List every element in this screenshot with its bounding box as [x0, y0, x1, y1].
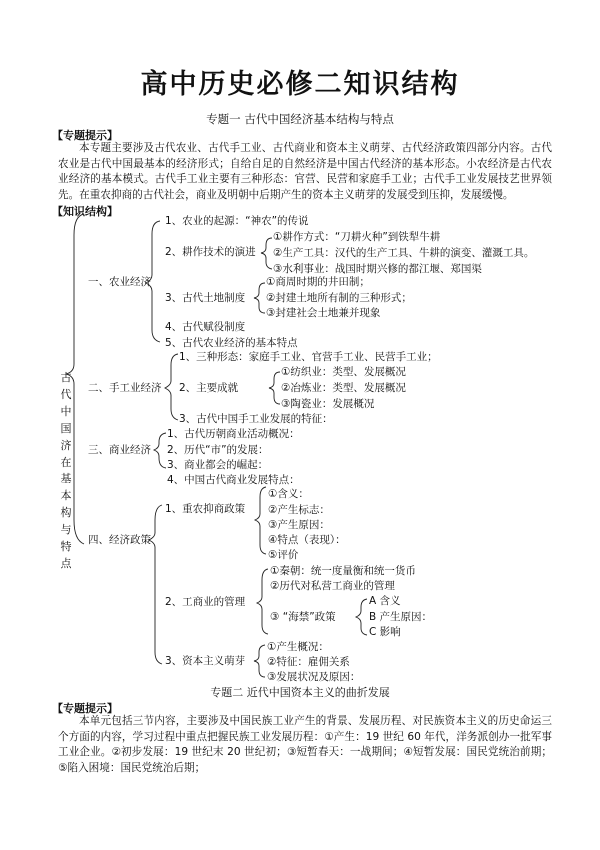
topic2-paragraph: 本单元包括三节内容，主要涉及中国民族工业产生的背景、发展历程、对民族资本主义的历史命运三个方面的内容，学习过程中重点把握民族工业发展历程：①产生：19 世纪 60 年代，洋务派创办一批军事工业企业。②初步发展：19 世纪末 20 世纪初；③短暂春天：一战期间；④短暂发展：国民党统治前期；⑤陷入困境：国民党统治后期； — [58, 715, 552, 774]
capital-item-2: ②特征：雇佣关系 — [267, 656, 350, 668]
tech-item-2: ②生产工具：汉代的生产工具、牛耕的演变、灌溉工具。 — [273, 247, 535, 259]
agri-pol-item-1: ①含义： — [268, 488, 309, 500]
page-title: 高中历史必修二知识结构 — [140, 69, 460, 100]
land-brace — [254, 283, 265, 313]
branch-craft: 二、手工业经济 — [88, 382, 162, 394]
topic1-heading: 专题一 古代中国经济基本结构与特点 — [206, 112, 394, 126]
craft-brace — [165, 354, 178, 420]
agri-item-1: 1、农业的起源：“神农”的传说 — [165, 215, 309, 227]
branch-comm: 三、商业经济 — [88, 444, 151, 456]
land-item-1: ①商周时期的井田制； — [266, 276, 370, 288]
haijin-item-c: C 影响 — [369, 626, 401, 638]
topic2-tips-label: 【专题提示】 — [52, 702, 118, 715]
topic1-tips-label: 【专题提示】 — [52, 129, 118, 142]
haijin-label: ③ “海禁”政策 — [270, 611, 336, 623]
agri-pol-item-5: ⑤评价 — [268, 549, 299, 561]
capital-brace — [254, 645, 265, 677]
branch-policy: 四、经济政策 — [88, 534, 151, 546]
craft-item-2: 2、主要成就 — [179, 382, 239, 394]
tech-brace — [261, 238, 272, 269]
haijin-item-a: A 含义 — [369, 595, 401, 607]
agri-pol-item-3: ③产生原因： — [268, 519, 330, 531]
biz-item-1: ①秦朝：统一度量衡和统一货币 — [270, 565, 416, 577]
achieve-item-2: ②冶炼业：类型、发展概况 — [281, 382, 406, 394]
land-item-2: ②封建土地所有制的三种形式； — [266, 292, 412, 304]
agri-pol-item-2: ②产生标志： — [268, 504, 330, 516]
root-label: 古代中国济在基本构与特点 — [60, 371, 72, 570]
comm-item-4: 4、中国古代商业发展特点： — [167, 474, 300, 486]
haijin-brace — [356, 599, 367, 635]
achieve-brace — [269, 372, 280, 404]
comm-item-3: 3、商业都会的崛起： — [167, 459, 269, 471]
agri-item-3: 3、古代土地制度 — [165, 292, 246, 304]
craft-item-1: 1、三种形态：家庭手工业、官营手工业、民营手工业； — [179, 351, 438, 363]
land-item-3: ③封建社会土地兼并现象 — [266, 307, 381, 319]
comm-item-2: 2、历代“市”的发展： — [167, 444, 269, 456]
biz-item-2: ②历代对私营工商业的管理 — [270, 580, 395, 592]
policy-item-3: 3、资本主义萌芽 — [165, 655, 246, 667]
capital-item-3: ③发展状况及原因： — [267, 671, 361, 683]
tech-item-1: ①耕作方式：“刀耕火种”到铁犁牛耕 — [273, 231, 441, 243]
policy-brace — [149, 505, 162, 664]
agri-pol-item-4: ④特点（表现）： — [268, 534, 346, 546]
comm-brace — [154, 433, 166, 468]
biz-brace — [257, 569, 268, 634]
comm-item-1: 1、古代历朝商业活动概况： — [167, 428, 300, 440]
branch-agri: 一、农业经济 — [88, 276, 151, 288]
capital-item-1: ①产生概况： — [267, 641, 329, 653]
policy-item-2: 2、工商业的管理 — [165, 596, 246, 608]
craft-item-3: 3、古代中国手工业发展的特征： — [179, 413, 333, 425]
policy-item-1: 1、重农抑商政策 — [165, 503, 246, 515]
topic2-heading: 专题二 近代中国资本主义的曲折发展 — [210, 686, 390, 699]
agri-item-4: 4、古代赋役制度 — [165, 321, 246, 333]
agri-item-5: 5、古代农业经济的基本特点 — [165, 337, 298, 349]
structure-label: 【知识结构】 — [52, 205, 118, 218]
achieve-item-1: ①纺织业：类型、发展概况 — [281, 366, 406, 378]
haijin-item-b: B 产生原因： — [369, 611, 433, 623]
achieve-item-3: ③陶瓷业：发展概况 — [281, 398, 375, 410]
agri-pol-brace — [255, 487, 266, 554]
tech-item-3: ③水利事业：战国时期兴修的都江堰、郑国渠 — [273, 263, 482, 275]
agri-item-2: 2、耕作技术的演进 — [165, 246, 256, 258]
topic1-paragraph: 本专题主要涉及古代农业、古代手工业、古代商业和资本主义萌芽、古代经济政策四部分内容。古代农业是古代中国最基本的经济形式；自给自足的自然经济是中国古代经济的基本形态。小农经济是古代农业经济的基本模式。古代手工业主要有三种形态：官营、民营和家庭手工业；古代手工业发展技艺世界领先。在重农抑商的古代社会，商业及明朝中后期产生的资本主义萌芽的发展受到压抑，发展缓慢。 — [58, 142, 552, 201]
